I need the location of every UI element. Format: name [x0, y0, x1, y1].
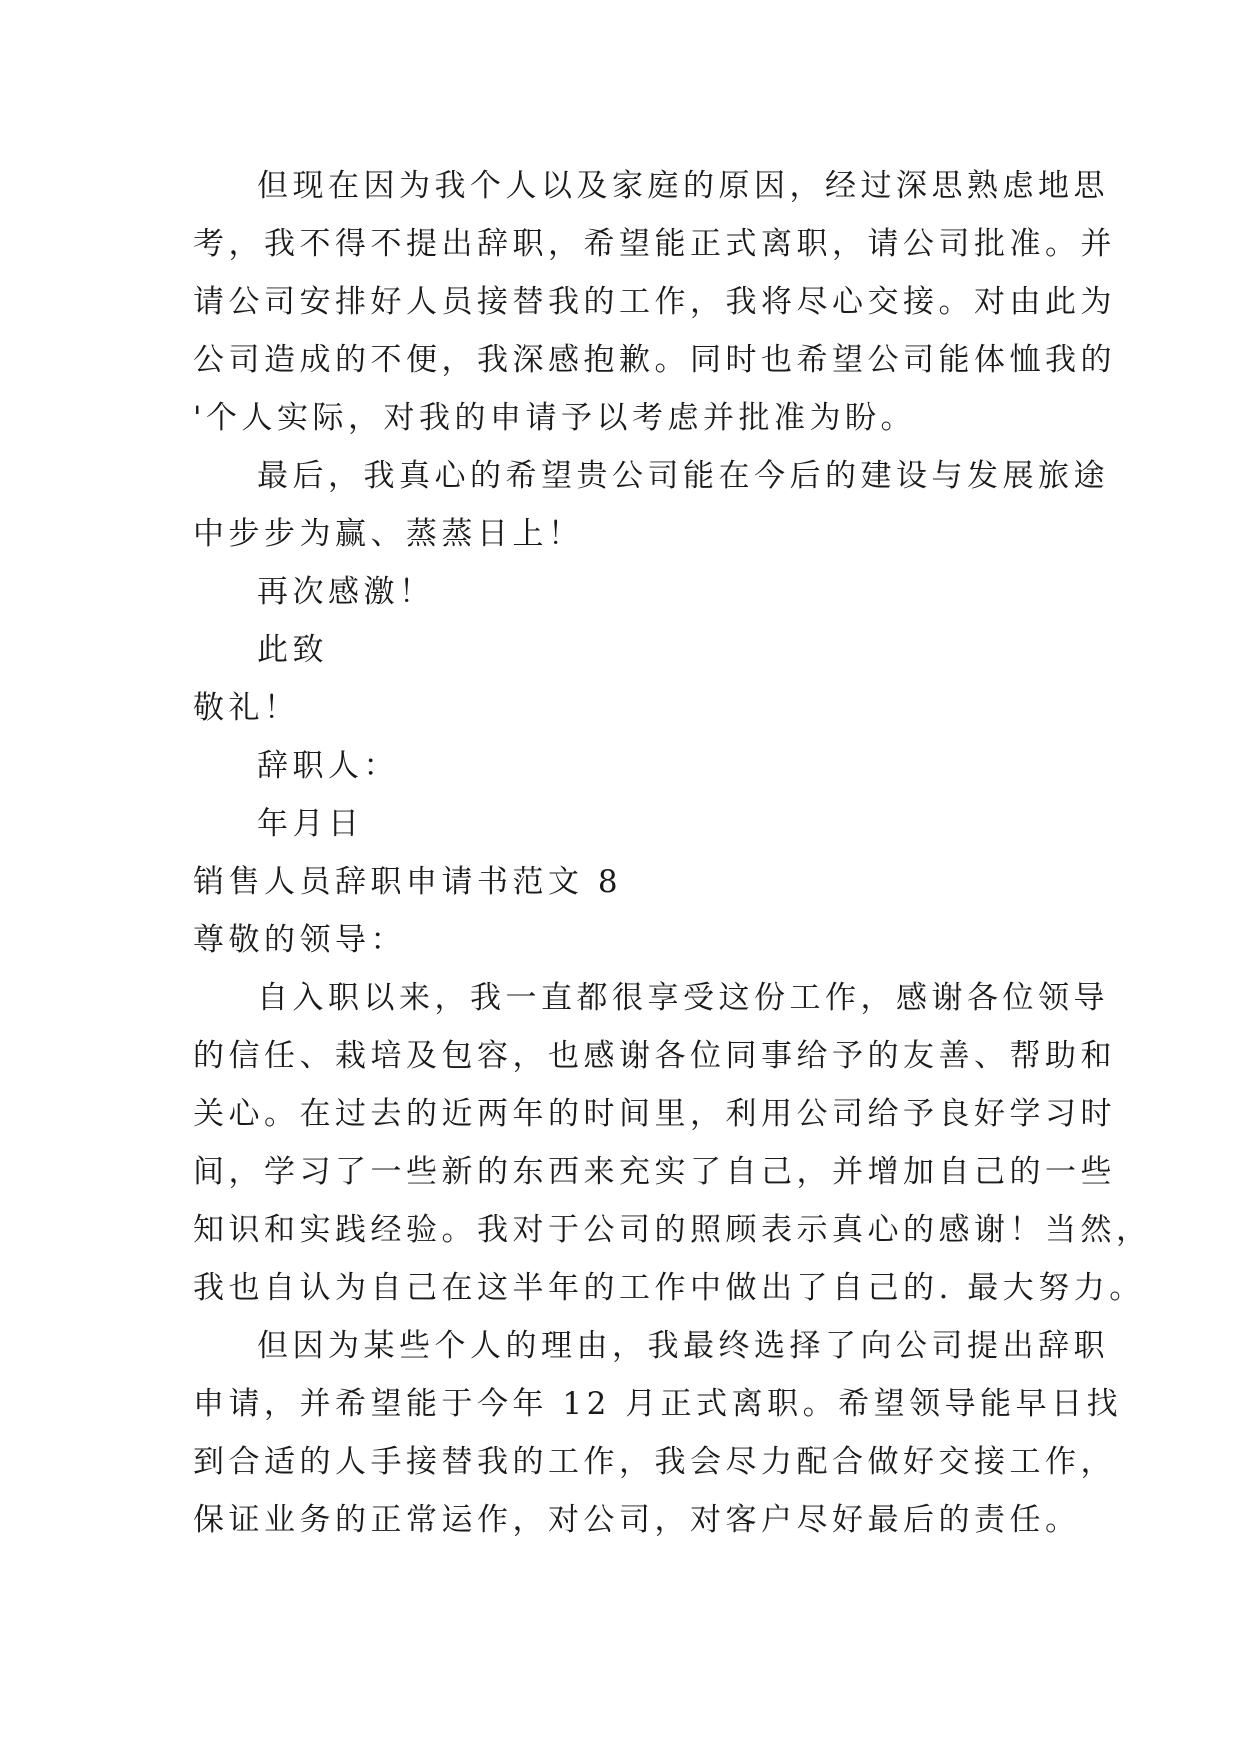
paragraph-line: 知识和实践经验。我对于公司的照顾表示真心的感谢！当然，: [193, 1212, 1152, 1248]
paragraph-line: 的信任、栽培及包容，也感谢各位同事给予的友善、帮助和: [193, 1038, 1116, 1074]
paragraph-line: 中步步为赢、蒸蒸日上！: [193, 516, 584, 552]
greeting-line: 尊敬的领导：: [193, 922, 406, 958]
paragraph-line: 请公司安排好人员接替我的工作，我将尽心交接。对由此为: [193, 284, 1116, 320]
closing-line: 此致: [257, 632, 328, 668]
paragraph-line: 考，我不得不提出辞职，希望能正式离职，请公司批准。并: [193, 226, 1116, 262]
paragraph-line: 我也自认为自己在这半年的工作中做出了自己的. 最大努力。: [193, 1270, 1145, 1306]
signature-name-line: 辞职人：: [257, 748, 399, 784]
signature-date-line: 年月日: [257, 806, 364, 842]
section-title: 销售人员辞职申请书范文 8: [193, 864, 623, 900]
paragraph-line: 间，学习了一些新的东西来充实了自己，并增加自己的一些: [193, 1154, 1116, 1190]
paragraph-line: 到合适的人手接替我的工作，我会尽力配合做好交接工作，: [193, 1444, 1116, 1480]
paragraph-line: 关心。在过去的近两年的时间里，利用公司给予良好学习时: [193, 1096, 1116, 1132]
paragraph-line: 自入职以来，我一直都很享受这份工作，感谢各位领导: [257, 980, 1109, 1016]
paragraph-line: 但现在因为我个人以及家庭的原因，经过深思熟虑地思: [257, 168, 1109, 204]
paragraph-line: 最后，我真心的希望贵公司能在今后的建设与发展旅途: [257, 458, 1109, 494]
paragraph-line: 保证业务的正常运作，对公司，对客户尽好最后的责任。: [193, 1502, 1081, 1538]
paragraph-line: 但因为某些个人的理由，我最终选择了向公司提出辞职: [257, 1328, 1109, 1364]
paragraph-line: 申请，并希望能于今年 12 月正式离职。希望领导能早日找: [193, 1386, 1123, 1422]
paragraph-line: '个人实际，对我的申请予以考虑并批准为盼。: [193, 400, 917, 436]
salutation-line: 敬礼！: [193, 690, 300, 726]
thanks-line: 再次感激！: [257, 574, 435, 610]
paragraph-line: 公司造成的不便，我深感抱歉。同时也希望公司能体恤我的: [193, 342, 1116, 378]
